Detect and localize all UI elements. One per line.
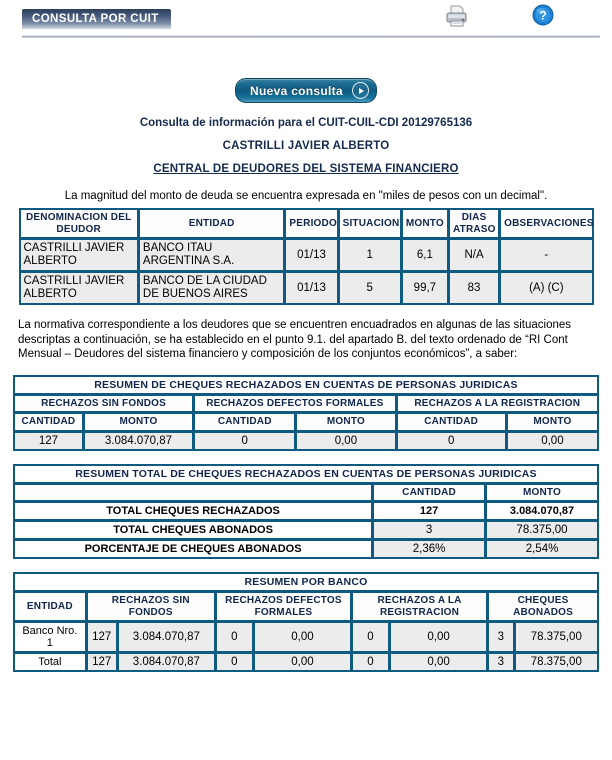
table-group-header-row [14, 395, 598, 413]
page-content [0, 78, 612, 672]
header-icon-bar [0, 2, 612, 30]
col-situacion: SITUACION [339, 209, 401, 238]
cell-sf-cantidad: 127 [87, 622, 117, 652]
sub-col-cantidad-df: CANTIDAD [194, 413, 295, 431]
cell-situacion: 5 [339, 272, 401, 304]
table-title-row [14, 465, 598, 483]
cell-ab-monto: 78.375,00 [515, 622, 598, 652]
table-row [14, 432, 598, 450]
cell-df-monto: 0,00 [254, 653, 351, 671]
cell-entidad: BANCO ITAU ARGENTINA S.A. [139, 239, 285, 271]
cell-entidad: Banco Nro. 1 [14, 622, 86, 652]
col-entidad: ENTIDAD [139, 209, 285, 238]
cell-ab-monto: 78.375,00 [515, 653, 598, 671]
sub-col-cantidad-reg: CANTIDAD [397, 413, 506, 431]
cell-entidad: BANCO DE LA CIUDAD DE BUENOS AIRES [139, 272, 285, 304]
sub-col-monto-df: MONTO [296, 413, 395, 431]
cell-cantidad-reg: 0 [397, 432, 506, 450]
sub-col-monto-reg: MONTO [507, 413, 598, 431]
cell-cantidad-sf: 127 [14, 432, 83, 450]
group-rechazos-sin-fondos: RECHAZOS SIN FONDOS [14, 395, 193, 413]
new-query-button[interactable] [235, 78, 377, 103]
cell-situacion: 1 [339, 239, 401, 271]
cell-monto-reg: 0,00 [507, 432, 598, 450]
cell-entidad: Total [14, 653, 86, 671]
section-title-central-deudores: CENTRAL DE DEUDORES DEL SISTEMA FINANCIERO [153, 163, 459, 175]
cell-dias-atraso: N/A [449, 239, 499, 271]
col-denominacion-deudor: DENOMINACION DEL DEUDOR [20, 209, 138, 238]
resumen-total-table [13, 464, 599, 560]
cell-sf-cantidad: 127 [87, 653, 117, 671]
help-icon[interactable] [532, 4, 554, 26]
cell-monto-sf: 3.084.070,87 [84, 432, 193, 450]
cell-observaciones: (A) (C) [500, 272, 592, 304]
col-cantidad: CANTIDAD [373, 484, 485, 502]
table-row [20, 239, 593, 271]
cheques-table-title: RESUMEN DE CHEQUES RECHAZADOS EN CUENTAS DE PERSONAS JURIDICAS [14, 376, 598, 394]
col-monto: MONTO [486, 484, 598, 502]
col-dias-atraso: DIAS ATRASO [449, 209, 499, 238]
cell-cantidad-df: 0 [194, 432, 295, 450]
row-label-total-cheques-abonados: TOTAL CHEQUES ABONADOS [14, 521, 372, 539]
query-subtitle: Consulta de información para el CUIT-CUIL-CDI 20129765136 [139, 117, 473, 129]
arrow-right-icon [352, 82, 369, 99]
cheques-table-wrap [0, 375, 612, 451]
total-table-title: RESUMEN TOTAL DE CHEQUES RECHAZADOS EN CUENTAS DE PERSONAS JURIDICAS [14, 465, 598, 483]
cheques-rechazados-table [13, 375, 599, 451]
table-row [14, 540, 598, 558]
col-rechazos-defectos-formales: RECHAZOS DEFECTOS FORMALES [216, 592, 351, 621]
action-bar [0, 78, 612, 103]
table-row [14, 653, 598, 671]
table-row [14, 521, 598, 539]
debtor-table [19, 208, 594, 305]
table-title-row [14, 376, 598, 394]
banco-table-title: RESUMEN POR BANCO [14, 573, 598, 591]
total-table-wrap [0, 464, 612, 560]
cell-monto-df: 0,00 [296, 432, 395, 450]
magnitude-note: La magnitud del monto de deuda se encuentra expresada en "miles de pesos con un decimal". [64, 190, 548, 202]
cell-dias-atraso: 83 [449, 272, 499, 304]
debtor-name-heading: CASTRILLI JAVIER ALBERTO [222, 140, 390, 152]
cell-ab-cantidad: 3 [488, 622, 513, 652]
resumen-por-banco-table [13, 572, 599, 672]
col-rechazos-sin-fondos: RECHAZOS SIN FONDOS [87, 592, 215, 621]
cell-monto: 99,7 [402, 272, 448, 304]
cell-denominacion: CASTRILLI JAVIER ALBERTO [20, 239, 138, 271]
cell-cantidad: 127 [373, 502, 485, 520]
table-header-row [14, 592, 598, 621]
cell-cantidad: 2,36% [373, 540, 485, 558]
cell-reg-monto: 0,00 [390, 622, 487, 652]
table-title-row [14, 573, 598, 591]
cell-df-cantidad: 0 [216, 622, 253, 652]
table-header-row [20, 209, 593, 238]
cell-denominacion: CASTRILLI JAVIER ALBERTO [20, 272, 138, 304]
banco-table-wrap [0, 572, 612, 672]
col-periodo: PERIODO [285, 209, 337, 238]
cell-monto: 3.084.070,87 [486, 502, 598, 520]
col-entidad: ENTIDAD [14, 592, 86, 621]
normativa-paragraph: La normativa correspondiente a los deudores que se encuentren encuadrados en algunas de las situaciones descriptas a continuación, se ha establecido en el punto 9.1. del apartado B. del texto ordenado de “RI Cont Mensual – Deudores del sistema financiero y composición de los conjuntos económicos”, a saber: [18, 319, 572, 360]
cell-observaciones: - [500, 239, 592, 271]
group-rechazos-defectos-formales: RECHAZOS DEFECTOS FORMALES [194, 395, 395, 413]
svg-text:?: ? [539, 8, 547, 23]
sub-col-cantidad-sf: CANTIDAD [14, 413, 83, 431]
table-row [14, 502, 598, 520]
printer-icon[interactable] [444, 4, 470, 28]
new-query-label: Nueva consulta [250, 83, 343, 98]
cell-reg-cantidad: 0 [352, 622, 389, 652]
table-subheader-row [14, 413, 598, 431]
cell-monto: 2,54% [486, 540, 598, 558]
cell-periodo: 01/13 [285, 272, 337, 304]
table-header-row [14, 484, 598, 502]
col-cheques-abonados: CHEQUES ABONADOS [488, 592, 598, 621]
cell-df-cantidad: 0 [216, 653, 253, 671]
sub-col-monto-sf: MONTO [84, 413, 193, 431]
row-label-total-cheques-rechazados: TOTAL CHEQUES RECHAZADOS [14, 502, 372, 520]
page-header [0, 0, 612, 42]
cell-sf-monto: 3.084.070,87 [118, 653, 215, 671]
group-rechazos-a-la-registracion: RECHAZOS A LA REGISTRACION [397, 395, 598, 413]
cell-periodo: 01/13 [285, 239, 337, 271]
cell-monto: 6,1 [402, 239, 448, 271]
cell-df-monto: 0,00 [254, 622, 351, 652]
table-row [20, 272, 593, 304]
cell-reg-monto: 0,00 [390, 653, 487, 671]
cell-monto: 78.375,00 [486, 521, 598, 539]
row-label-porcentaje-cheques-abonados: PORCENTAJE DE CHEQUES ABONADOS [14, 540, 372, 558]
col-empty [14, 484, 372, 502]
col-monto: MONTO [402, 209, 448, 238]
cell-sf-monto: 3.084.070,87 [118, 622, 215, 652]
col-observaciones: OBSERVACIONES [500, 209, 592, 238]
header-divider [22, 35, 600, 38]
col-rechazos-a-la-registracion: RECHAZOS A LA REGISTRACION [352, 592, 487, 621]
table-row [14, 622, 598, 652]
cell-ab-cantidad: 3 [488, 653, 513, 671]
cell-cantidad: 3 [373, 521, 485, 539]
page-title-tab: CONSULTA POR CUIT [22, 9, 171, 28]
cell-reg-cantidad: 0 [352, 653, 389, 671]
